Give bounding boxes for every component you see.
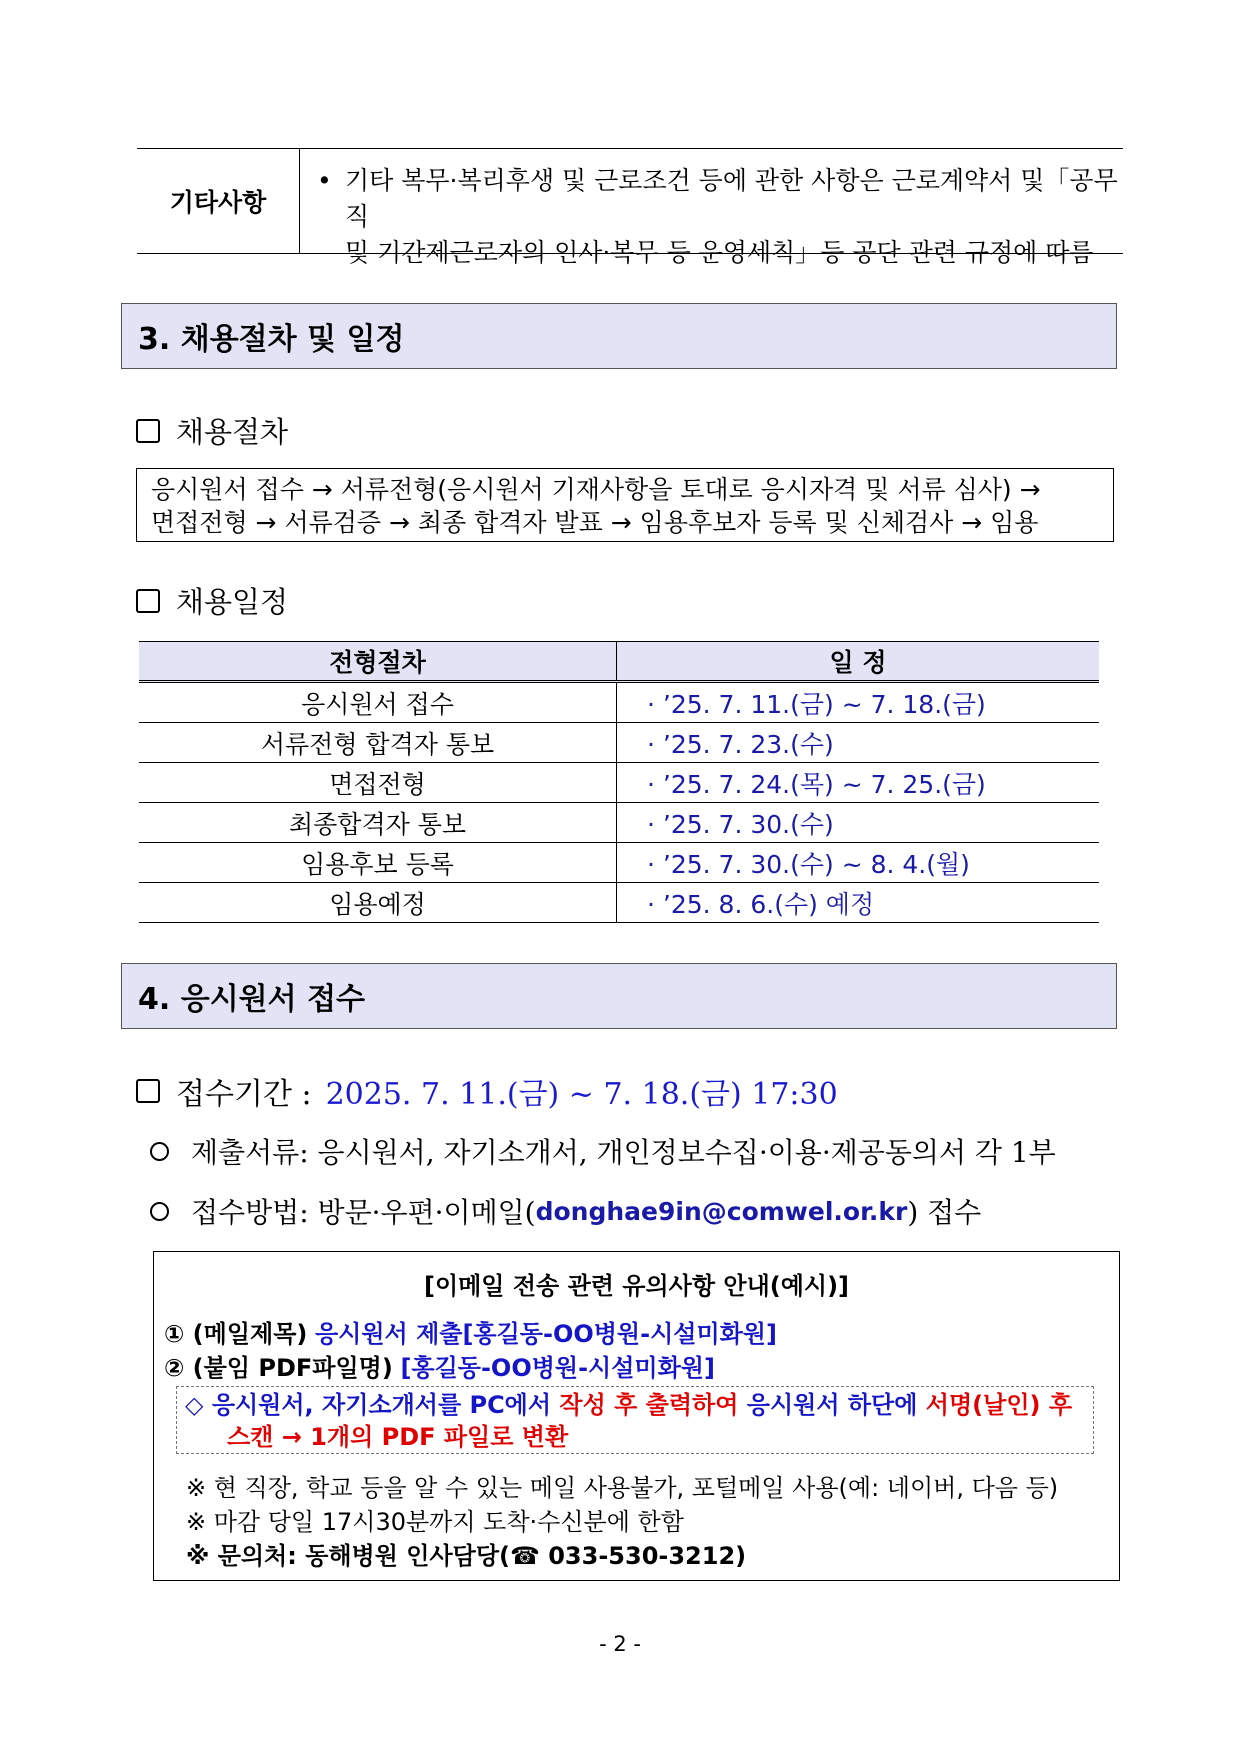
- notice-item-2-value: [홍길동-OO병원-시설미화원]: [400, 1354, 715, 1382]
- notice-item-1: [164, 1314, 777, 1349]
- circle-bullet-icon: [150, 1142, 169, 1161]
- date-cell: · ’25. 7. 24.(목) ~ 7. 25.(금): [617, 763, 1100, 803]
- step-cell: 면접전형: [139, 763, 617, 803]
- schedule-heading-text: 채용일정: [176, 585, 289, 619]
- misc-label: 기타사항: [137, 149, 300, 253]
- table-row: [139, 763, 1099, 803]
- misc-content: [319, 163, 1119, 271]
- section-4-header: [121, 963, 1117, 1029]
- step-cell: 임용예정: [139, 883, 617, 923]
- date-cell: · ’25. 7. 30.(수): [617, 803, 1100, 843]
- instruction-box: [176, 1386, 1094, 1454]
- date-cell: · ’25. 7. 11.(금) ~ 7. 18.(금): [617, 682, 1100, 723]
- misc-line-2: 및 기간제근로자의 인사·복무 등 운영세칙」등 공단 관련 규정에 따름: [345, 238, 1094, 267]
- procedure-line-1: 응시원서 접수 → 서류전형(응시원서 기재사항을 토대로 응시자격 및 서류 심사) →: [151, 475, 1041, 504]
- notice-item-2-label: ② (붙임 PDF파일명): [164, 1354, 393, 1382]
- documents-text: 제출서류: 응시원서, 자기소개서, 개인정보수집·이용·제공동의서 각 1부: [191, 1136, 1056, 1169]
- step-cell: 응시원서 접수: [139, 682, 617, 723]
- date-cell: · ’25. 7. 23.(수): [617, 723, 1100, 763]
- email-notice-box: [153, 1251, 1120, 1581]
- instruction-part-c: 응시원서 하단에: [746, 1391, 918, 1419]
- page-number: - 2 -: [599, 1632, 641, 1656]
- schedule-table: [139, 641, 1099, 923]
- procedure-heading-text: 채용절차: [176, 415, 289, 449]
- instruction-part-b: 작성 후 출력하여: [559, 1391, 739, 1419]
- instruction-part-d: 서명(날인) 후: [925, 1391, 1073, 1419]
- email-link[interactable]: donghae9in@comwel.or.kr: [535, 1196, 908, 1226]
- table-row: [139, 843, 1099, 883]
- header-step: 전형절차: [139, 642, 617, 682]
- date-cell: · ’25. 8. 6.(수) 예정: [617, 883, 1100, 923]
- date-cell: · ’25. 7. 30.(수) ~ 8. 4.(월): [617, 843, 1100, 883]
- method-suffix: ) 접수: [907, 1196, 982, 1229]
- period-value: 2025. 7. 11.(금) ~ 7. 18.(금) 17:30: [325, 1077, 838, 1112]
- section-4-title: 4. 응시원서 접수: [138, 982, 366, 1017]
- checkbox-square-icon: [136, 419, 160, 443]
- checkbox-square-icon: [136, 1079, 160, 1103]
- documents-item: [150, 1131, 1056, 1171]
- application-period: [136, 1069, 838, 1113]
- misc-table: [137, 148, 1123, 267]
- section-3-header: [121, 303, 1117, 369]
- table-row: [139, 883, 1099, 923]
- note-2: ※ 마감 당일 17시30분까지 도착·수신분에 한함: [186, 1508, 684, 1536]
- circle-bullet-icon: [150, 1202, 169, 1221]
- schedule-heading: [136, 580, 288, 621]
- instruction-part-a: ◇ 응시원서, 자기소개서를 PC에서: [185, 1391, 552, 1419]
- step-cell: 최종합격자 통보: [139, 803, 617, 843]
- method-item: [150, 1191, 981, 1231]
- table-row: [139, 803, 1099, 843]
- notice-title: [이메일 전송 관련 유의사항 안내(예시)]: [423, 1272, 850, 1300]
- note-3: ※ 문의처: 동해병원 인사담당(☎ 033-530-3212): [186, 1542, 747, 1570]
- bullet: •: [317, 166, 332, 195]
- table-row: [139, 723, 1099, 763]
- checkbox-square-icon: [136, 589, 160, 613]
- procedure-heading: [136, 410, 288, 451]
- section-3-title: 3. 채용절차 및 일정: [138, 322, 405, 357]
- notice-item-1-label: ① (메일제목): [164, 1320, 308, 1348]
- procedure-box: [136, 468, 1114, 542]
- table-row: [139, 682, 1099, 723]
- period-label: 접수기간 :: [176, 1077, 312, 1112]
- step-cell: 서류전형 합격자 통보: [139, 723, 617, 763]
- notice-item-2: [164, 1348, 715, 1383]
- procedure-line-2: 면접전형 → 서류검증 → 최종 합격자 발표 → 임용후보자 등록 및 신체검사 → 임용: [151, 508, 1039, 537]
- note-1: ※ 현 직장, 학교 등을 알 수 있는 메일 사용불가, 포털메일 사용(예: 네이버, 다음 등): [186, 1474, 1059, 1502]
- table-header-row: [139, 642, 1099, 682]
- misc-line-1: 기타 복무·복리후생 및 근로조건 등에 관한 사항은 근로계약서 및「공무직: [345, 166, 1118, 231]
- instruction-part-e: 스캔 → 1개의 PDF 파일로 변환: [227, 1423, 569, 1451]
- step-cell: 임용후보 등록: [139, 843, 617, 883]
- method-prefix: 접수방법: 방문·우편·이메일(: [191, 1196, 536, 1229]
- header-date: 일 정: [617, 642, 1100, 682]
- notice-item-1-value: 응시원서 제출[홍길동-OO병원-시설미화원]: [315, 1320, 777, 1348]
